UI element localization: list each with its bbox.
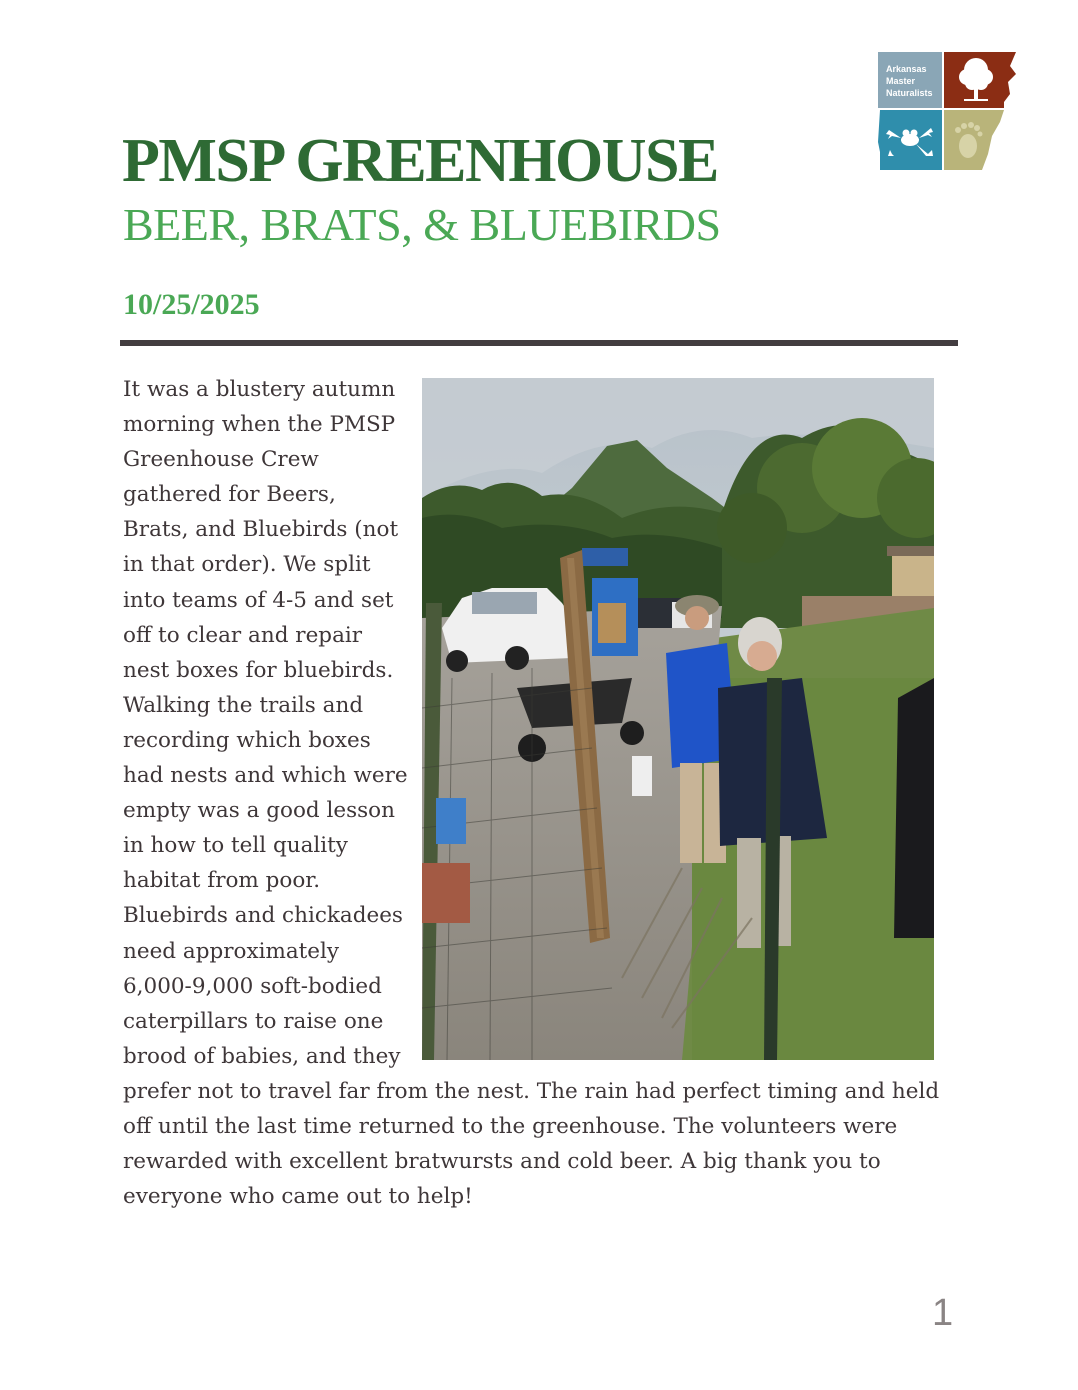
page-number: 1 — [932, 1292, 954, 1334]
logo-text-line-3: Naturalists — [886, 88, 933, 98]
article-paragraph: It was a blustery autumn morning when the PMSP Greenhouse Crew gathered for Beers, Brats, and Bluebirds (not in that order). We split into teams of 4-5 and set off to clear and repair nest boxes for bluebirds. Walking the trails and recording which boxes had nests and which were empty was a good lesson in how to tell quality habitat from poor. Bluebirds and chickadees need approximately 6,000-9,000 soft-bodied caterpillars to raise one brood of babies, and they prefer not to travel far from the nest. The rain had perfect timing and held off until the last time returned to the greenhouse. The volunteers were rewarded with excellent bratwursts and cold beer. A big thank you to everyone who came out to help! — [123, 377, 940, 1210]
page-title: PMSP GREENHOUSE — [122, 127, 718, 195]
logo-text-line-1: Arkansas — [886, 64, 927, 74]
arkansas-master-naturalists-logo — [876, 50, 1018, 172]
article-body — [123, 372, 943, 1214]
logo-text-line-2: Master — [886, 76, 916, 86]
volunteers-photo — [422, 378, 934, 1060]
event-date: 10/25/2025 — [123, 288, 260, 321]
page-subtitle: BEER, BRATS, & BLUEBIRDS — [123, 199, 721, 250]
header-divider — [120, 340, 958, 346]
